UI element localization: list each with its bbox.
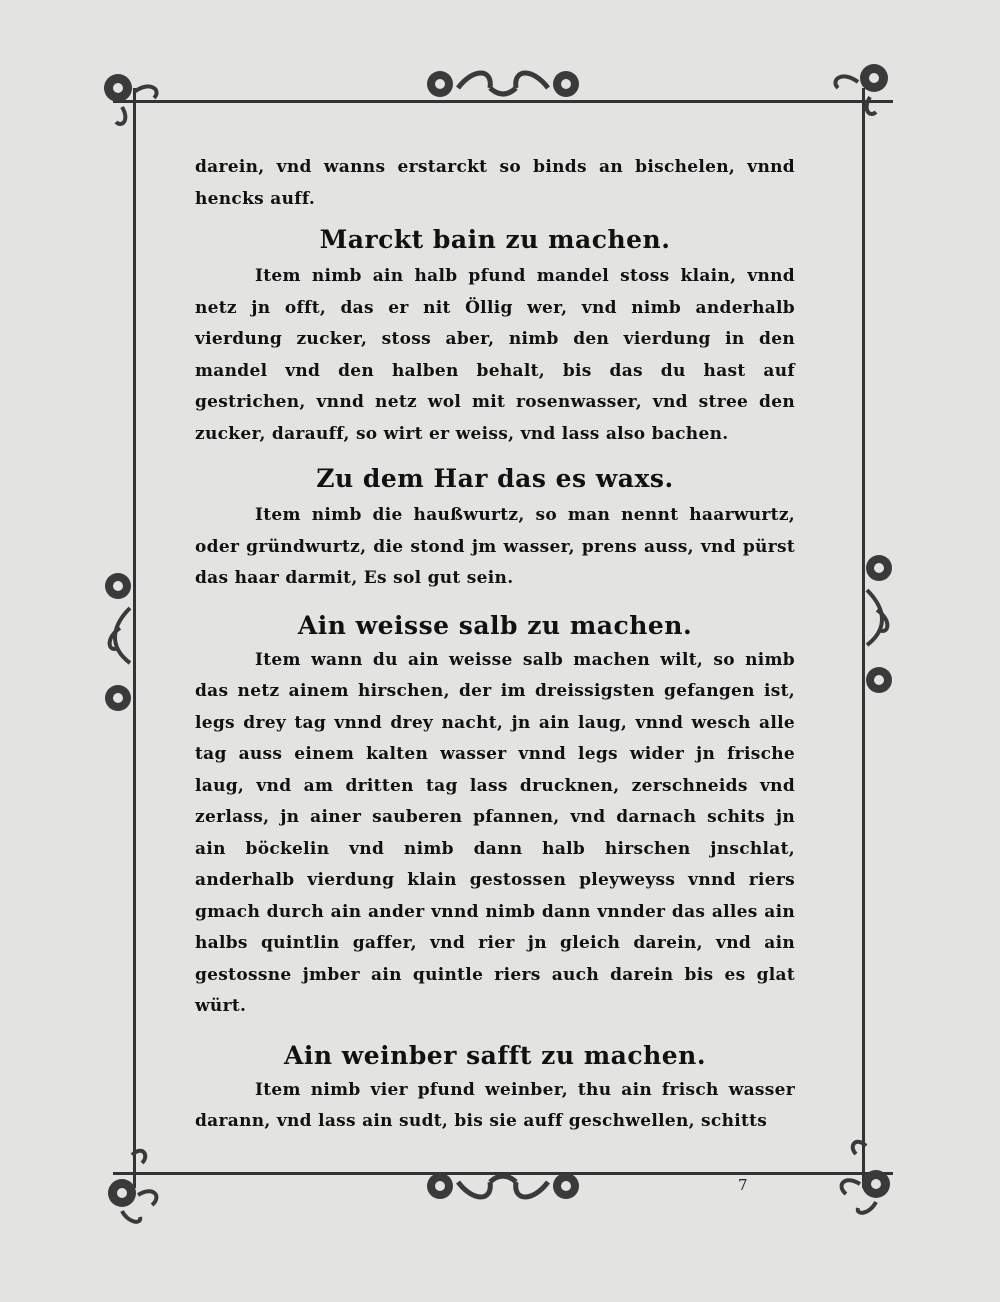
paragraph-continuation: darein, vnd wanns erstarckt so binds an bischelen, vnnd hencks auff.: [195, 157, 795, 209]
top-center-ornament: [418, 58, 588, 108]
paragraph-zu-dem-har: Item nimb die haußwurtz, so man nennt haarwurtz, oder gründwurtz, die stond jm wasser, prens auss, vnd pürst das haar darmit, Es sol gut sein.: [195, 505, 795, 588]
paragraph-weinber-safft: Item nimb vier pfund weinber, thu ain frisch wasser darann, vnd lass ain sudt, bis sie auff geschwellen, schitts: [195, 1079, 795, 1131]
heading-weinber-safft: Ain weinber safft zu machen.: [283, 1040, 707, 1070]
bottom-left-ornament: [92, 1145, 172, 1235]
bottom-center-ornament: [418, 1160, 588, 1210]
heading-weisse-salb: Ain weisse salb zu machen.: [297, 610, 693, 640]
left-middle-ornament: [100, 568, 145, 718]
heading-marckt-bain: Marckt bain zu machen.: [319, 225, 671, 254]
page-text: [195, 152, 795, 1138]
paragraph-marckt-bain: Item nimb ain halb pfund mandel stoss klain, vnnd netz jn offt, das er nit Öllig wer, vnd nimb anderhalb vierdung zucker, stoss aber, nimb den vierdung in den mandel vnd den halben behalt, bis das du hast auf gestrichen, vnnd netz wol mit rosenwasser, vnd stree den zucker, darauff, so wirt er weiss, vnd lass also bachen.: [195, 266, 795, 444]
top-left-ornament: [92, 62, 172, 132]
right-middle-ornament: [852, 550, 897, 700]
heading-zu-dem-har: Zu dem Har das es waxs.: [316, 464, 674, 493]
page-number: 7: [738, 1176, 748, 1194]
top-right-ornament: [826, 52, 906, 122]
paragraph-weisse-salb: Item wann du ain weisse salb machen wilt, so nimb das netz ainem hirschen, der im dreissigsten gefangen ist, legs drey tag vnnd drey nacht, jn ain laug, vnnd wesch alle tag auss einem kalten wasser vnnd legs wider jn frische laug, vnd am dritten tag lass drucknen, zerschneids vnd zerlass, jn ainer sauberen pfannen, vnd darnach schits jn ain böckelin vnd nimb dann halb hirschen jnschlat, anderhalb vierdung klain gestossen pleyweyss vnnd riers gmach durch ain ander vnnd nimb dann vnnder das alles ain halbs quintlin gaffer, vnd rier jn gleich darein, vnd ain gestossne jmber ain quintle riers auch darein bis es glat würt.: [195, 649, 795, 1016]
bottom-right-ornament: [826, 1132, 906, 1222]
